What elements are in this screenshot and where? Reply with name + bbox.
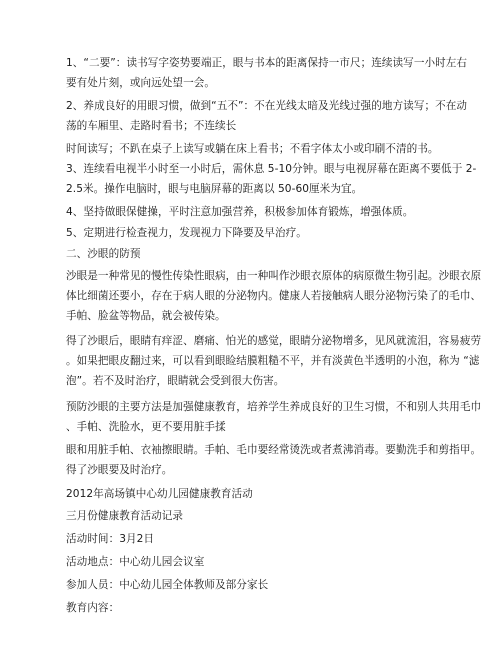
paragraph-trachoma-hygiene — [66, 440, 482, 480]
paragraph-trachoma-symptoms — [66, 331, 482, 391]
text-line: 体比细菌还要小，存在于病人眼的分泌物内。健康人若接触病人眼分泌物污染了的毛巾、 — [66, 290, 482, 302]
activity-participants — [66, 575, 442, 595]
text-line: 。如果把眼皮翻过来，可以看到眼睑结膜粗糙不平，并有淡黄色半透明的小泡，称为 “滤 — [66, 355, 480, 367]
paragraph-eye-distance — [66, 53, 468, 93]
text-line: 二、沙眼的防预 — [66, 248, 141, 260]
text-line: 5、定期进行检查视力，发现视力下降要及早治疗。 — [66, 227, 307, 239]
text-line: 预防沙眼的主要方法是加强健康教育，培养学生养成良好的卫生习惯，不和别人共用毛巾 — [66, 401, 482, 413]
text-line: 、手帕、洗脸水，更不要用脏手揉 — [66, 421, 226, 433]
text-line: 2012年高场镇中心幼儿园健康教育活动 — [66, 488, 253, 500]
text-line: 得了沙眼要及时治疗。 — [66, 464, 173, 476]
activity-record-title — [66, 506, 442, 526]
text-line: 1、“二要”：读书写字姿势要端正，眼与书本的距离保持一市尺；连续读写一小时左右 — [66, 57, 468, 69]
paragraph-tv-computer — [66, 159, 477, 199]
text-line: 三月份健康教育活动记录 — [66, 510, 184, 522]
text-line: 2、养成良好的用眼习惯，做到“五不”：不在光线太暗及光线过强的地方读写；不在动 — [66, 100, 468, 112]
paragraph-eye-exercise — [66, 202, 442, 222]
paragraph-eye-habits — [66, 96, 468, 136]
section-heading-trachoma — [66, 244, 442, 264]
paragraph-trachoma-intro — [66, 266, 482, 326]
text-line: 参加人员：中心幼儿园全体教师及部分家长 — [66, 579, 269, 591]
paragraph-vision-check — [66, 223, 442, 243]
activity-title — [66, 484, 442, 504]
activity-location — [66, 552, 442, 572]
paragraph-reading-time — [66, 139, 442, 159]
paragraph-trachoma-prevention — [66, 397, 482, 437]
text-line: 手帕、脸盆等物品，就会被传染。 — [66, 310, 226, 322]
text-line: 荡的车厢里、走路时看书；不连续长 — [66, 120, 237, 132]
text-line: 要有处片刻，或向远处望一会。 — [66, 77, 216, 89]
text-line: 沙眼是一种常见的慢性传染性眼病，由一种叫作沙眼衣原体的病原微生物引起。沙眼衣原 — [66, 270, 482, 282]
text-line: 活动时间：3月2日 — [66, 533, 155, 545]
activity-time — [66, 529, 442, 549]
text-line: 2.5米。操作电脑时，眼与电脑屏幕的距离以 50-60厘米为宜。 — [66, 183, 363, 195]
text-line: 时间读写；不趴在桌子上读写或躺在床上看书；不看字体太小或印刷不清的书。 — [66, 143, 439, 155]
text-line: 眼和用脏手帕、衣袖擦眼睛。手帕、毛巾要经常烫洗或者煮沸消毒。要勤洗手和剪指甲。 — [66, 444, 482, 456]
activity-content-label — [66, 598, 442, 618]
text-line: 教育内容： — [66, 602, 120, 614]
text-line: 泡”。若不及时治疗，眼睛就会受到很大伤害。 — [66, 375, 285, 387]
text-line: 4、坚持做眼保健操，平时注意加强营养，积极参加体育锻炼，增强体质。 — [66, 206, 414, 218]
text-line: 得了沙眼后，眼睛有痒涩、磨痛、怕光的感觉，眼睛分泌物增多，见风就流泪，容易疲劳 — [66, 335, 482, 347]
text-line: 活动地点：中心幼儿园会议室 — [66, 556, 205, 568]
text-line: 3、连续看电视半小时至一小时后，需休息 5-10分钟。眼与电视屏幕在距离不要低于 2- — [66, 163, 477, 175]
